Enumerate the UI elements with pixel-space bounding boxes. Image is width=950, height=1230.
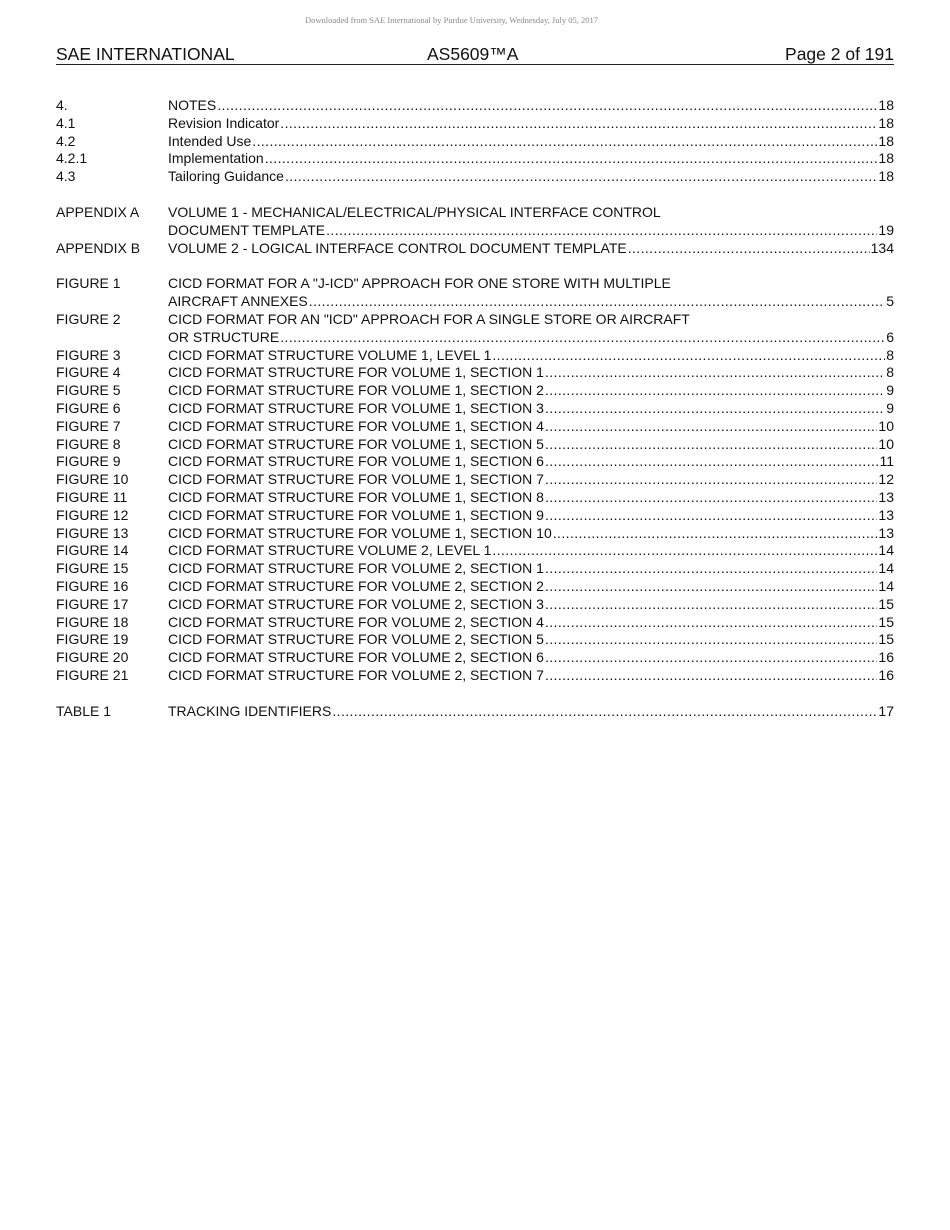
toc-entry[interactable]: [56, 418, 894, 436]
toc-entry-leader-line: [168, 703, 894, 721]
toc-entry-number: 4.2: [56, 132, 76, 149]
toc-dot-leader: [545, 507, 877, 525]
toc-entry-page: 16: [878, 649, 894, 666]
toc-entry-number: FIGURE 12: [56, 506, 129, 523]
header-org: SAE INTERNATIONAL: [56, 44, 235, 64]
toc-dot-leader: [217, 97, 877, 115]
toc-entry-body: [168, 667, 894, 685]
toc-entry-leader-line: [168, 631, 894, 649]
toc-entry-title: CICD FORMAT STRUCTURE FOR VOLUME 1, SECTION 3: [168, 399, 544, 416]
toc-entry[interactable]: [56, 667, 894, 685]
toc-entry-page: 18: [878, 150, 894, 167]
toc-entry[interactable]: [56, 703, 894, 721]
toc-entry-page: 10: [878, 435, 894, 452]
toc-entry-leader-line: [168, 667, 894, 685]
toc-entry-body: [168, 364, 894, 382]
toc-entry-leader-line: [168, 542, 894, 560]
toc-entry-leader-line: [168, 525, 894, 543]
toc-entry-number: FIGURE 6: [56, 399, 121, 416]
toc-dot-leader: [265, 150, 878, 168]
toc-entry-title: CICD FORMAT STRUCTURE FOR VOLUME 1, SECTION 6: [168, 453, 544, 470]
toc-entry[interactable]: [56, 168, 894, 186]
toc-entry-leader-line: [168, 364, 894, 382]
toc-entry-title: CICD FORMAT STRUCTURE FOR VOLUME 2, SECTION 4: [168, 613, 544, 630]
toc-dot-leader: [280, 115, 877, 133]
toc-dot-leader: [326, 222, 877, 240]
toc-entry-leader-line: [168, 150, 894, 168]
toc-entry-body: [168, 525, 894, 543]
toc-entry-number: FIGURE 5: [56, 382, 121, 399]
toc-dot-leader: [545, 453, 878, 471]
toc-entry-title: CICD FORMAT STRUCTURE FOR VOLUME 2, SECTION 6: [168, 649, 544, 666]
toc-entry[interactable]: [56, 596, 894, 614]
toc-entry[interactable]: [56, 560, 894, 578]
toc-entry-page: 9: [886, 382, 894, 399]
toc-entry-page: 18: [878, 132, 894, 149]
toc-entry-title: CICD FORMAT STRUCTURE FOR VOLUME 1, SECTION 7: [168, 471, 544, 488]
toc-entry-number: 4.2.1: [56, 150, 88, 167]
toc-group-notes: [56, 97, 894, 186]
toc-entry[interactable]: [56, 631, 894, 649]
toc-entry-page: 13: [878, 506, 894, 523]
toc-entry-page: 18: [878, 114, 894, 131]
toc-entry-body: [168, 453, 894, 471]
toc-entry-page: 12: [878, 471, 894, 488]
toc-dot-leader: [309, 293, 885, 311]
toc-entry-page: 14: [878, 577, 894, 594]
toc-entry-number: APPENDIX B: [56, 239, 141, 256]
toc-entry-body: [168, 560, 894, 578]
toc-dot-leader: [628, 240, 870, 258]
toc-entry-body: [168, 596, 894, 614]
toc-entry-title: DOCUMENT TEMPLATE: [168, 221, 326, 238]
toc-entry[interactable]: [56, 240, 894, 258]
toc-entry-title: AIRCRAFT ANNEXES: [168, 293, 308, 310]
toc-entry-number: FIGURE 11: [56, 488, 128, 505]
toc-entry-page: 8: [886, 346, 894, 363]
toc-entry-title: Implementation: [168, 150, 264, 167]
toc-entry-page: 15: [878, 613, 894, 630]
toc-entry-number: 4.3: [56, 168, 76, 185]
toc-entry-body: [168, 97, 894, 115]
toc-entry-body: [168, 436, 894, 454]
toc-entry-number: FIGURE 20: [56, 649, 129, 666]
toc-entry-title: CICD FORMAT STRUCTURE FOR VOLUME 1, SECTION 2: [168, 382, 544, 399]
toc-dot-leader: [492, 542, 877, 560]
toc-entry-page: 15: [878, 595, 894, 612]
toc-entry[interactable]: [56, 471, 894, 489]
header-page-number: Page 2 of 191: [785, 44, 894, 64]
toc-entry-body: [168, 542, 894, 560]
toc-group-appendices: [56, 204, 894, 257]
toc-entry-page: 13: [878, 488, 894, 505]
toc-dot-leader: [252, 133, 877, 151]
toc-entry-number: FIGURE 21: [56, 666, 129, 683]
toc-entry-leader-line: [168, 418, 894, 436]
toc-dot-leader: [545, 364, 885, 382]
toc-entry[interactable]: [56, 578, 894, 596]
toc-entry-body: [168, 631, 894, 649]
toc-entry-leader-line: [168, 222, 894, 240]
toc-entry-body: [168, 347, 894, 365]
toc-entry[interactable]: [56, 115, 894, 133]
toc-entry-body: [168, 240, 894, 258]
toc-entry[interactable]: [56, 150, 894, 168]
toc-entry-number: FIGURE 4: [56, 364, 121, 381]
toc-dot-leader: [545, 614, 877, 632]
toc-dot-leader: [545, 631, 877, 649]
toc-entry-leader-line: [168, 240, 894, 258]
toc-entry-body: [168, 614, 894, 632]
toc-entry-leader-line: [168, 614, 894, 632]
toc-entry-title: CICD FORMAT STRUCTURE FOR VOLUME 1, SECTION 10: [168, 524, 552, 541]
toc-entry-title: TRACKING IDENTIFIERS: [168, 702, 332, 719]
toc-entry-body: [168, 275, 894, 311]
toc-entry-number: TABLE 1: [56, 702, 111, 719]
toc-entry-leader-line: [168, 596, 894, 614]
toc-entry-body: [168, 382, 894, 400]
toc-entry[interactable]: [56, 133, 894, 151]
toc-entry-leader-line: [168, 507, 894, 525]
toc-entry[interactable]: [56, 97, 894, 115]
toc-entry-page: 16: [878, 666, 894, 683]
toc-entry-number: FIGURE 14: [56, 542, 129, 559]
toc-dot-leader: [285, 168, 877, 186]
toc-entry-number: FIGURE 18: [56, 613, 129, 630]
toc-entry-title: CICD FORMAT STRUCTURE FOR VOLUME 2, SECTION 5: [168, 631, 544, 648]
toc-group-tables: [56, 703, 894, 721]
toc-entry-title: CICD FORMAT STRUCTURE FOR VOLUME 2, SECTION 2: [168, 577, 544, 594]
toc-dot-leader: [545, 649, 877, 667]
toc-entry[interactable]: [56, 649, 894, 667]
toc-entry-number: FIGURE 15: [56, 560, 129, 577]
toc-entry[interactable]: [56, 525, 894, 543]
toc-dot-leader: [332, 703, 877, 721]
toc-dot-leader: [545, 596, 877, 614]
toc-entry-page: 15: [878, 631, 894, 648]
toc-entry-title: CICD FORMAT STRUCTURE FOR VOLUME 2, SECTION 7: [168, 666, 544, 683]
toc-entry-leader-line: [168, 168, 894, 186]
toc-entry-leader-line: [168, 471, 894, 489]
toc-entry-page: 10: [878, 417, 894, 434]
toc-dot-leader: [545, 436, 877, 454]
table-of-contents: [56, 97, 894, 739]
toc-dot-leader: [545, 471, 877, 489]
toc-entry-number: FIGURE 16: [56, 577, 129, 594]
toc-dot-leader: [545, 418, 877, 436]
toc-entry-body: [168, 311, 894, 347]
toc-entry-number: 4.: [56, 97, 68, 113]
toc-entry-leader-line: [168, 329, 894, 347]
toc-entry-number: FIGURE 1: [56, 275, 121, 292]
toc-entry-title: CICD FORMAT STRUCTURE FOR VOLUME 2, SECTION 3: [168, 595, 544, 612]
toc-entry-page: 14: [878, 560, 894, 577]
toc-entry-body: [168, 507, 894, 525]
toc-entry[interactable]: [56, 204, 894, 240]
toc-entry-title: CICD FORMAT STRUCTURE VOLUME 2, LEVEL 1: [168, 542, 492, 559]
toc-entry-page: 9: [886, 399, 894, 416]
toc-entry-leader-line: [168, 436, 894, 454]
toc-entry-title: CICD FORMAT STRUCTURE FOR VOLUME 1, SECTION 5: [168, 435, 544, 452]
toc-entry[interactable]: [56, 311, 894, 347]
toc-entry-title: CICD FORMAT STRUCTURE VOLUME 1, LEVEL 1: [168, 346, 492, 363]
toc-entry-leader-line: [168, 293, 894, 311]
toc-entry-number: APPENDIX A: [56, 203, 140, 220]
toc-entry-body: [168, 703, 894, 721]
toc-entry-title: OR STRUCTURE: [168, 328, 280, 345]
toc-entry[interactable]: [56, 614, 894, 632]
toc-entry-title: CICD FORMAT STRUCTURE FOR VOLUME 2, SECTION 1: [168, 560, 544, 577]
toc-entry-title: Tailoring Guidance: [168, 168, 284, 185]
toc-entry-body: [168, 471, 894, 489]
toc-entry-leader-line: [168, 97, 894, 115]
toc-dot-leader: [545, 560, 877, 578]
toc-entry-page: 18: [878, 168, 894, 185]
toc-entry[interactable]: [56, 489, 894, 507]
toc-entry[interactable]: [56, 507, 894, 525]
toc-entry-title: Intended Use: [168, 132, 252, 149]
toc-entry[interactable]: [56, 275, 894, 311]
toc-entry-page: 8: [886, 364, 894, 381]
toc-entry-leader-line: [168, 453, 894, 471]
page-header: [56, 43, 894, 65]
toc-entry-body: [168, 150, 894, 168]
toc-entry-leader-line: [168, 649, 894, 667]
toc-dot-leader: [545, 578, 877, 596]
toc-entry-body: [168, 649, 894, 667]
toc-entry-body: [168, 115, 894, 133]
toc-entry-page: 134: [870, 239, 894, 256]
download-watermark: Downloaded from SAE International by Purdue University, Wednesday, July 05, 2017: [305, 15, 598, 25]
toc-entry-number: FIGURE 19: [56, 631, 129, 648]
toc-entry-body: [168, 400, 894, 418]
toc-entry-number: FIGURE 8: [56, 435, 121, 452]
toc-entry-title-line1: VOLUME 1 - MECHANICAL/ELECTRICAL/PHYSICAL INTERFACE CONTROL: [168, 203, 661, 220]
toc-entry-number: FIGURE 17: [56, 595, 129, 612]
toc-entry-number: FIGURE 3: [56, 346, 121, 363]
toc-entry-number: FIGURE 7: [56, 417, 121, 434]
toc-entry-body: [168, 578, 894, 596]
toc-entry[interactable]: [56, 347, 894, 365]
toc-entry-page: 13: [878, 524, 894, 541]
toc-entry-leader-line: [168, 400, 894, 418]
toc-entry-title: CICD FORMAT STRUCTURE FOR VOLUME 1, SECTION 4: [168, 417, 544, 434]
toc-entry-leader-line: [168, 578, 894, 596]
toc-entry[interactable]: [56, 382, 894, 400]
toc-entry-title: CICD FORMAT STRUCTURE FOR VOLUME 1, SECTION 9: [168, 506, 544, 523]
toc-entry[interactable]: [56, 542, 894, 560]
header-doc-id: AS5609™A: [427, 44, 519, 64]
toc-entry[interactable]: [56, 400, 894, 418]
toc-entry-page: 5: [886, 293, 894, 310]
toc-entry-leader-line: [168, 489, 894, 507]
toc-entry-body: [168, 133, 894, 151]
toc-entry-body: [168, 168, 894, 186]
toc-entry-number: FIGURE 9: [56, 453, 121, 470]
toc-entry[interactable]: [56, 364, 894, 382]
toc-entry-title: CICD FORMAT STRUCTURE FOR VOLUME 1, SECTION 8: [168, 488, 544, 505]
toc-entry-page: 6: [886, 328, 894, 345]
toc-entry-leader-line: [168, 560, 894, 578]
toc-entry-leader-line: [168, 115, 894, 133]
toc-entry[interactable]: [56, 453, 894, 471]
toc-dot-leader: [280, 329, 885, 347]
toc-entry-page: 19: [878, 221, 894, 238]
toc-entry-title: VOLUME 2 - LOGICAL INTERFACE CONTROL DOCUMENT TEMPLATE: [168, 239, 627, 256]
toc-entry-page: 17: [878, 702, 894, 719]
toc-entry-body: [168, 204, 894, 240]
toc-entry-page: 14: [878, 542, 894, 559]
toc-entry-page: 11: [879, 453, 894, 470]
toc-entry-number: FIGURE 10: [56, 471, 129, 488]
toc-entry-title-line1: CICD FORMAT FOR A "J-ICD" APPROACH FOR ONE STORE WITH MULTIPLE: [168, 275, 671, 292]
toc-dot-leader: [545, 400, 885, 418]
toc-entry[interactable]: [56, 436, 894, 454]
toc-dot-leader: [492, 347, 885, 365]
toc-entry-number: 4.1: [56, 114, 76, 131]
toc-entry-title: CICD FORMAT STRUCTURE FOR VOLUME 1, SECTION 1: [168, 364, 544, 381]
toc-group-figures: [56, 275, 894, 684]
toc-entry-number: FIGURE 2: [56, 310, 121, 327]
toc-entry-page: 18: [878, 97, 894, 113]
toc-dot-leader: [545, 489, 877, 507]
toc-dot-leader: [545, 382, 885, 400]
toc-entry-leader-line: [168, 347, 894, 365]
toc-entry-body: [168, 418, 894, 436]
toc-entry-leader-line: [168, 382, 894, 400]
toc-dot-leader: [553, 525, 878, 543]
toc-entry-title: NOTES: [168, 97, 217, 113]
toc-entry-number: FIGURE 13: [56, 524, 129, 541]
toc-entry-title: Revision Indicator: [168, 114, 280, 131]
toc-entry-leader-line: [168, 133, 894, 151]
toc-entry-body: [168, 489, 894, 507]
toc-entry-title-line1: CICD FORMAT FOR AN "ICD" APPROACH FOR A SINGLE STORE OR AIRCRAFT: [168, 310, 690, 327]
toc-dot-leader: [545, 667, 877, 685]
